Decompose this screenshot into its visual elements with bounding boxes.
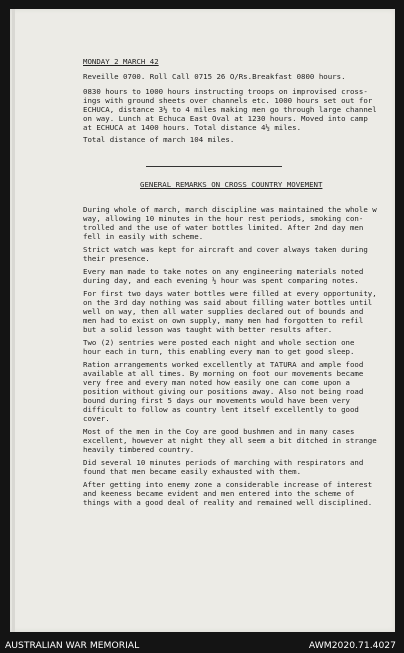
text-line: way, allowing 10 minutes in the hour rest periods, smoking con- <box>83 214 364 223</box>
text-line: Every man made to take notes on any engineering materials noted <box>83 267 364 276</box>
text-line: During whole of march, march discipline was maintained the whole w <box>83 205 377 214</box>
archive-name: AUSTRALIAN WAR MEMORIAL <box>5 640 140 651</box>
text-line: After getting into enemy zone a considerable increase of interest <box>83 480 373 489</box>
text-line: Did several 10 minutes periods of marching with respirators and <box>83 458 364 467</box>
text-line: at ECHUCA at 1400 hours. Total distance 4½ miles. <box>83 123 302 132</box>
archive-reference: AWM2020.71.4027 <box>308 640 396 651</box>
text-line: their presence. <box>83 254 150 263</box>
text-line: heavily timbered country. <box>83 445 195 454</box>
text-line: Most of the men in the Coy are good bushmen and in many cases <box>83 427 355 436</box>
text-line: hour each in turn, this enabling every man to get good sleep. <box>83 347 355 356</box>
text-line: 0830 hours to 1000 hours instructing troops on improvised cross- <box>83 87 368 96</box>
paper-fold-mark <box>12 9 15 632</box>
text-line: very free and every man noted how easily one can come upon a <box>83 378 350 387</box>
text-line: but a solid lesson was taught with better results after. <box>83 325 333 334</box>
text-line: For first two days water bottles were filled at every opportunity, <box>83 289 377 298</box>
text-line: found that men became easily exhausted with them. <box>83 467 302 476</box>
date-heading: MONDAY 2 MARCH 42 <box>83 57 159 66</box>
text-line: Strict watch was kept for aircraft and cover always taken during <box>83 245 368 254</box>
text-line: on way. Lunch at Echuca East Oval at 1230 hours. Moved into camp <box>83 114 368 123</box>
text-line: difficult to follow as country lent itself excellently to good <box>83 405 359 414</box>
text-line: cover. <box>83 414 110 423</box>
text-line: position without giving our positions away. Also not being road <box>83 387 364 396</box>
text-line: bound during first 5 days our movements would have been very <box>83 396 350 405</box>
total-distance: Total distance of march 104 miles. <box>83 135 235 144</box>
archive-footer <box>0 637 404 653</box>
text-line: ECHUCA, distance 3½ to 4 miles making men go through large channel <box>83 105 377 114</box>
text-line: Two (2) sentries were posted each night and whole section one <box>83 338 355 347</box>
text-line: well on way, then all water supplies declared out of bounds and <box>83 307 364 316</box>
section-heading: GENERAL REMARKS ON CROSS COUNTRY MOVEMENT <box>140 180 323 189</box>
text-line: things with a good deal of reality and remained well disciplined. <box>83 498 373 507</box>
text-line: during day, and each evening ½ hour was spent comparing notes. <box>83 276 359 285</box>
text-line: on the 3rd day nothing was said about filling water bottles until <box>83 298 373 307</box>
text-line: available at all times. By morning on foot our movements became <box>83 369 364 378</box>
text-line: fell in easily with scheme. <box>83 232 204 241</box>
document-page <box>10 9 395 632</box>
text-line: Ration arrangements worked excellently at TATURA and ample food <box>83 360 364 369</box>
reveille-line: Reveille 0700. Roll Call 0715 26 O/Rs.Breakfast 0800 hours. <box>83 72 346 81</box>
text-line: ings with ground sheets over channels etc. 1000 hours set out for <box>83 96 373 105</box>
text-line: trolled and the use of water bottles limited. After 2nd day men <box>83 223 364 232</box>
divider <box>146 166 282 167</box>
text-line: and keeness became evident and men entered into the scheme of <box>83 489 355 498</box>
text-line: men had to exist on own supply, many men had forgotten to refil <box>83 316 364 325</box>
text-line: excellent, however at night they all seem a bit ditched in strange <box>83 436 377 445</box>
